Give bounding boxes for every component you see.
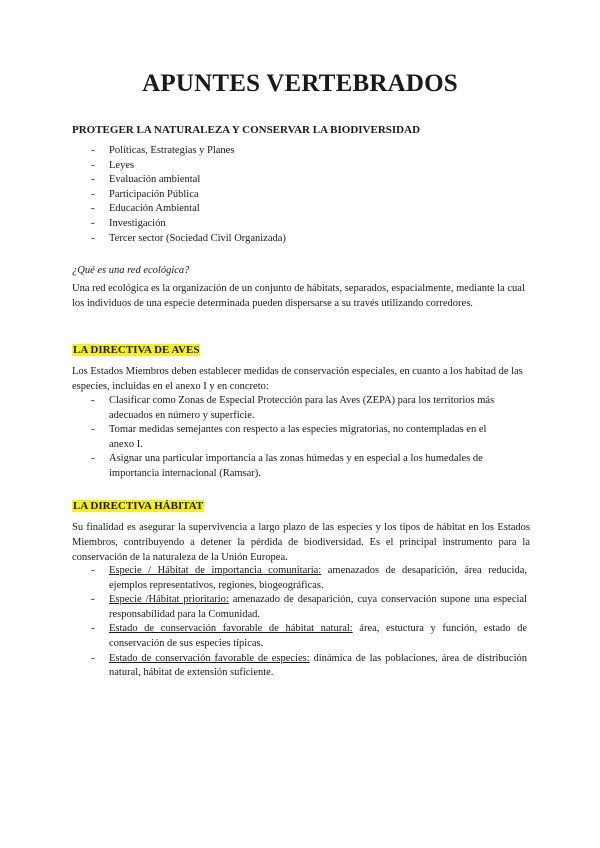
- habitat-list: [91, 564, 527, 681]
- highlighted-heading: LA DIRECTIVA DE AVES: [73, 344, 200, 356]
- answer-red-ecologica: Una red ecológica es la organización de un conjunto de hábitats, separados, espacialmente, mediante la cual los individuos de una especie determinada pueden dispersarse a su través utilizando corredores.: [72, 283, 525, 310]
- item-text: amenazado de desaparición, cuya conservación supone una especial responsabilidad para la Comunidad.: [109, 594, 527, 620]
- list-item: - Investigación: [91, 217, 521, 232]
- item-text: dinámica de las poblaciones, área de distribución natural, hábitat de extensión suficiente.: [109, 652, 527, 679]
- document-title: APUNTES VERTEBRADOS: [142, 70, 458, 97]
- list-item: [91, 652, 527, 681]
- item-term: Especie /Hábitat prioritario:: [109, 594, 229, 606]
- highlighted-heading: LA DIRECTIVA HÁBITAT: [73, 500, 204, 512]
- habitat-intro: Su finalidad es asegurar la supervivencia a largo plazo de las especies y los tipos de hábitat en los Estados Miembros, contribuyendo a detener la pérdida de biodiversidad. Es el principal instrumento para la conservación de la naturaleza de la Unión Europea.: [72, 522, 530, 564]
- list-item: - Clasificar como Zonas de Especial Protección para las Aves (ZEPA) para los territorios más adecuados en número y superficie.: [91, 394, 511, 423]
- item-term: Estado de conservación favorable de especies:: [109, 652, 310, 664]
- question-red-ecologica: ¿Qué es una red ecológica?: [72, 265, 190, 276]
- item-text: área, estuctura y función, estado de conservación de sus especies típicas.: [109, 623, 528, 649]
- list-item: - Tomar medidas semejantes con respecto a las especies migratorias, no contempladas en el anexo I.: [91, 423, 511, 452]
- list-item: - Asignar una particular importancia a las zonas húmedas y en especial a los humedales de importancia internacional (Ramsar).: [91, 452, 511, 481]
- list-item: [91, 593, 527, 622]
- item-text: amenazados de desaparición, área reducida, ejemplos representativos, regiones, biogeográficas.: [109, 565, 527, 591]
- list-item: - Participación Pública: [91, 188, 521, 203]
- item-term: Estado de conservación favorable de hábitat natural:: [109, 623, 353, 635]
- list-item: [91, 564, 527, 593]
- list-item: - Educación Ambiental: [91, 202, 521, 217]
- aves-intro: Los Estados Miembros deben establecer medidas de conservación especiales, en cuanto a los habitad de las especies, incluidas en el anexo I y en concreto:: [72, 366, 523, 393]
- list-item: - Políticas, Estrategias y Planes: [91, 144, 521, 159]
- section-heading-aves: [72, 344, 200, 356]
- item-term: Especie / Hábitat de importancia comunitaria:: [109, 565, 322, 576]
- list-item: - Tercer sector (Sociedad Civil Organizada): [91, 232, 521, 247]
- aves-list: [91, 394, 511, 482]
- biodiversity-list: [91, 144, 521, 246]
- list-item: [91, 622, 527, 651]
- section-heading-habitat: [72, 500, 204, 512]
- list-item: - Leyes: [91, 159, 521, 174]
- section-heading-biodiversity: PROTEGER LA NATURALEZA Y CONSERVAR LA BIODIVERSIDAD: [72, 124, 421, 136]
- list-item: - Evaluación ambiental: [91, 173, 521, 188]
